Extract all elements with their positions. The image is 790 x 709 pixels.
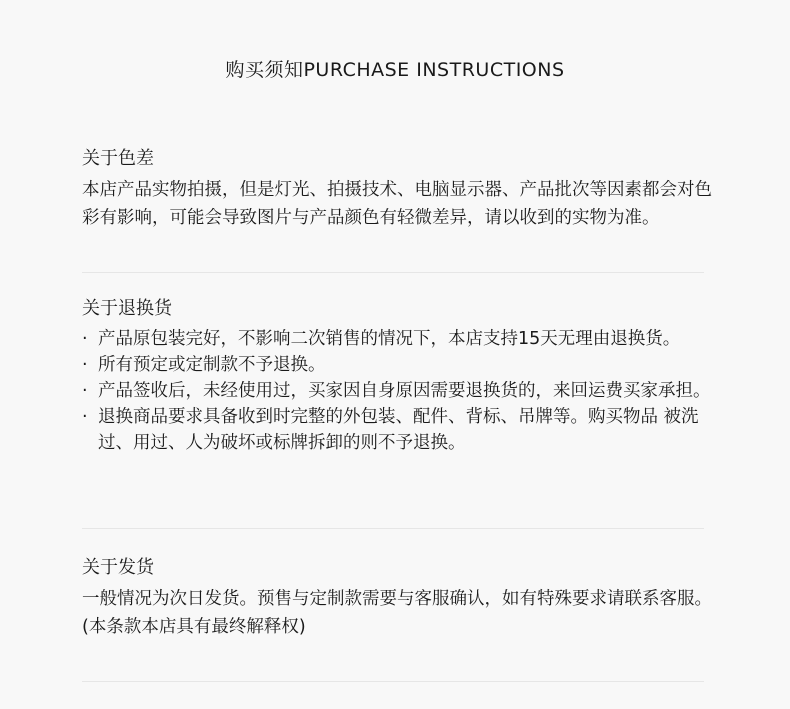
list-item-text: 产品签收后，未经使用过，买家因自身原因需要退换货的，来回运费买家承担。	[98, 381, 711, 401]
section-heading: 关于色差	[82, 148, 154, 169]
returns-list	[82, 326, 722, 456]
list-item	[82, 404, 722, 456]
section-heading: 关于退换货	[82, 298, 172, 319]
list-item-text: 产品原包装完好，不影响二次销售的情况下，本店支持15天无理由退换货。	[98, 329, 681, 349]
section-color-difference	[82, 146, 722, 232]
list-item-text: 所有预定或定制款不予退换。	[98, 355, 326, 375]
page-title: 购买须知PURCHASE INSTRUCTIONS	[225, 59, 565, 81]
section-shipping	[82, 555, 722, 641]
section-heading: 关于发货	[82, 557, 154, 578]
bullet-dot-icon: ·	[82, 381, 88, 401]
disclaimer-text: (本条款本店具有最终解释权)	[82, 617, 306, 637]
bullet-dot-icon: ·	[82, 355, 88, 375]
list-item	[82, 326, 722, 352]
divider	[82, 681, 704, 682]
list-item	[82, 352, 722, 378]
list-item-text: 退换商品要求具备收到时完整的外包装、配件、背标、吊牌等。购买物品 被洗过、用过、人为破坏或标牌拆卸的则不予退换。	[98, 407, 699, 453]
section-returns	[82, 296, 722, 456]
color-difference-text: 本店产品实物拍摄，但是灯光、拍摄技术、电脑显示器、产品批次等因素都会对色彩有影响，可能会导致图片与产品颜色有轻微差异，请以收到的实物为准。	[82, 180, 712, 228]
divider	[82, 528, 704, 529]
bullet-dot-icon: ·	[82, 407, 88, 427]
bullet-dot-icon: ·	[82, 329, 88, 349]
divider	[82, 272, 704, 273]
list-item	[82, 378, 722, 404]
shipping-text: 一般情况为次日发货。预售与定制款需要与客服确认，如有特殊要求请联系客服。	[82, 589, 712, 609]
